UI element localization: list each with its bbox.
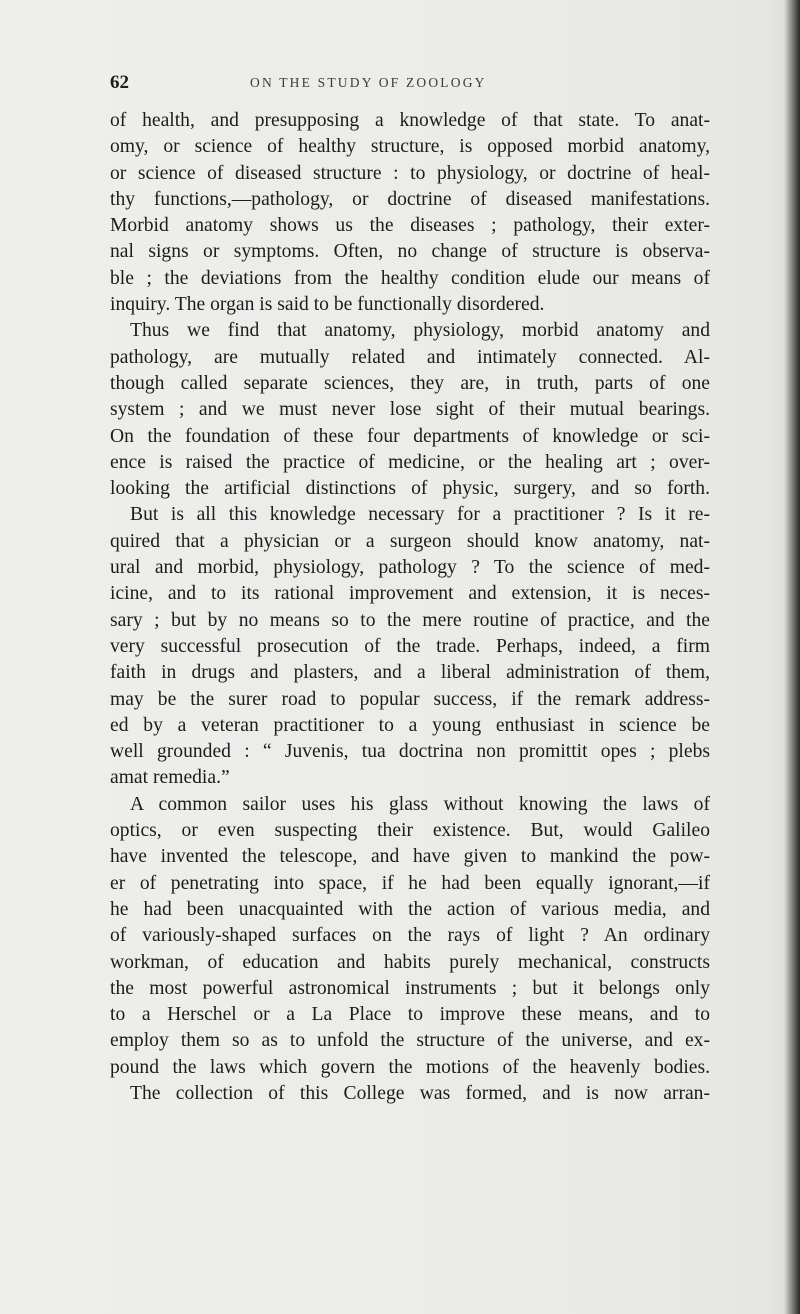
running-head: ON THE STUDY OF ZOOLOGY [250, 75, 487, 90]
text-line: well grounded : “ Juvenis, tua doctrina non promittit opes ; plebs [110, 741, 710, 763]
page-number: 62 [110, 72, 129, 93]
text-line: to a Herschel or a La Place to improve these means, and to [110, 1004, 710, 1026]
binding-edge-shadow [784, 0, 800, 1314]
text-line: faith in drugs and plasters, and a liberal administration of them, [110, 662, 710, 684]
text-line: ural and morbid, physiology, pathology ? To the science of med- [110, 557, 710, 579]
text-line: though called separate sciences, they are, in truth, parts of one [110, 372, 710, 394]
text-line: very successful prosecution of the trade. Perhaps, indeed, a firm [110, 635, 710, 657]
text-line: The collection of this College was formed, and is now arran- [130, 1082, 710, 1104]
text-line: system ; and we must never lose sight of their mutual bearings. [110, 399, 710, 421]
text-line: quired that a physician or a surgeon should know anatomy, nat- [110, 530, 710, 552]
text-line: the most powerful astronomical instruments ; but it belongs only [110, 977, 710, 999]
text-line: inquiry. The organ is said to be functionally disordered. [110, 294, 545, 316]
text-line: amat remedia.” [110, 767, 230, 789]
text-line: or science of diseased structure : to physiology, or doctrine of heal- [110, 162, 710, 184]
text-line: omy, or science of healthy structure, is opposed morbid anatomy, [110, 136, 710, 158]
text-line: On the foundation of these four departments of knowledge or sci- [110, 425, 710, 447]
text-line: pathology, are mutually related and intimately connected. Al- [110, 346, 710, 368]
text-line: may be the surer road to popular success, if the remark address- [110, 688, 710, 710]
text-line: looking the artificial distinctions of physic, surgery, and so forth. [110, 478, 710, 500]
text-line: employ them so as to unfold the structure of the universe, and ex- [110, 1030, 710, 1052]
text-line: nal signs or symptoms. Often, no change of structure is observa- [110, 241, 710, 263]
body-text [110, 108, 710, 1107]
text-line: er of penetrating into space, if he had been equally ignorant,—if [110, 872, 710, 894]
page-header [110, 72, 710, 94]
text-line: Thus we find that anatomy, physiology, morbid anatomy and [130, 320, 710, 342]
text-line: thy functions,—pathology, or doctrine of diseased manifestations. [110, 188, 710, 210]
text-line: optics, or even suspecting their existence. But, would Galileo [110, 820, 710, 842]
text-line: pound the laws which govern the motions of the heavenly bodies. [110, 1056, 710, 1078]
text-line: he had been unacquainted with the action of various media, and [110, 898, 710, 920]
text-line: ence is raised the practice of medicine, or the healing art ; over- [110, 451, 710, 473]
text-line: But is all this knowledge necessary for a practitioner ? Is it re- [130, 504, 710, 526]
text-line: of health, and presupposing a knowledge of that state. To anat- [110, 110, 710, 131]
text-line: icine, and to its rational improvement and extension, it is neces- [110, 583, 710, 605]
text-line: sary ; but by no means so to the mere routine of practice, and the [110, 609, 710, 631]
text-line: of variously-shaped surfaces on the rays of light ? An ordinary [110, 925, 710, 947]
text-line: workman, of education and habits purely mechanical, constructs [110, 951, 710, 973]
text-line: ed by a veteran practitioner to a young enthusiast in science be [110, 714, 710, 736]
text-line: A common sailor uses his glass without knowing the laws of [130, 793, 710, 815]
text-line: Morbid anatomy shows us the diseases ; pathology, their exter- [110, 215, 710, 237]
text-line: ble ; the deviations from the healthy condition elude our means of [110, 267, 710, 289]
text-line: have invented the telescope, and have given to mankind the pow- [110, 846, 710, 868]
